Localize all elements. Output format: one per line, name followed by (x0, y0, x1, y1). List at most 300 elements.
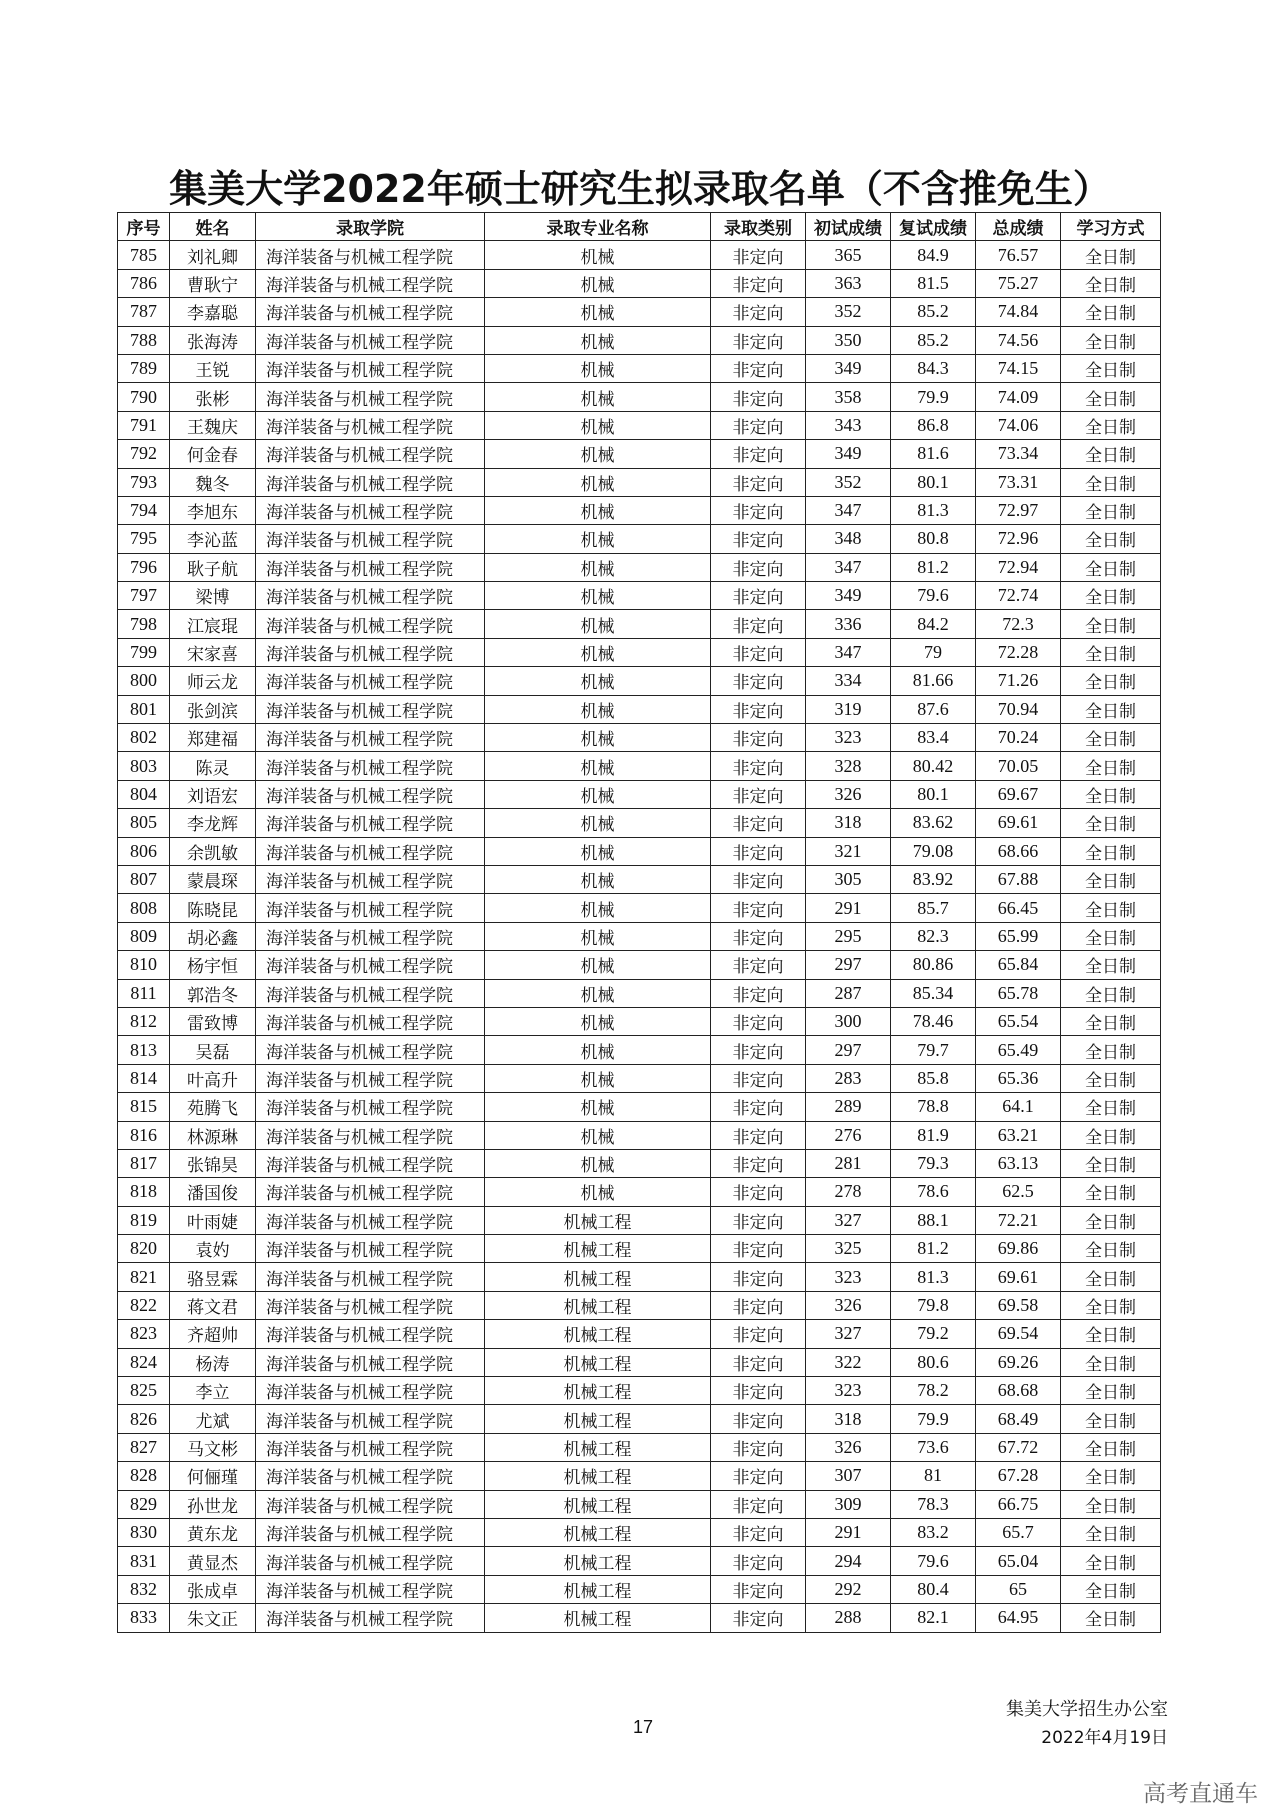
cell-total-score: 65.49 (976, 1036, 1061, 1064)
cell-major: 机械 (485, 1121, 711, 1149)
table-row (118, 1291, 1161, 1319)
cell-name: 耿子航 (170, 553, 256, 581)
cell-initial-score: 365 (806, 241, 891, 269)
cell-total-score: 72.21 (976, 1206, 1061, 1234)
cell-name: 余凯敏 (170, 837, 256, 865)
cell-name: 师云龙 (170, 667, 256, 695)
table-row (118, 1206, 1161, 1234)
cell-retest-score: 82.3 (891, 922, 976, 950)
cell-total-score: 72.96 (976, 525, 1061, 553)
cell-college: 海洋装备与机械工程学院 (256, 1462, 485, 1490)
cell-serial: 793 (118, 468, 170, 496)
cell-retest-score: 81.3 (891, 1263, 976, 1291)
cell-name: 宋家喜 (170, 638, 256, 666)
cell-total-score: 70.24 (976, 724, 1061, 752)
cell-total-score: 65 (976, 1575, 1061, 1603)
cell-total-score: 75.27 (976, 269, 1061, 297)
cell-initial-score: 323 (806, 1377, 891, 1405)
cell-total-score: 72.74 (976, 582, 1061, 610)
cell-serial: 820 (118, 1235, 170, 1263)
cell-name: 骆昱霖 (170, 1263, 256, 1291)
cell-total-score: 69.58 (976, 1291, 1061, 1319)
cell-study-mode: 全日制 (1061, 809, 1161, 837)
cell-initial-score: 327 (806, 1320, 891, 1348)
cell-name: 苑腾飞 (170, 1093, 256, 1121)
cell-major: 机械工程 (485, 1518, 711, 1546)
cell-study-mode: 全日制 (1061, 553, 1161, 581)
cell-study-mode: 全日制 (1061, 411, 1161, 439)
cell-total-score: 65.54 (976, 1007, 1061, 1035)
cell-study-mode: 全日制 (1061, 610, 1161, 638)
cell-initial-score: 300 (806, 1007, 891, 1035)
cell-major: 机械 (485, 553, 711, 581)
cell-name: 何金春 (170, 440, 256, 468)
cell-serial: 819 (118, 1206, 170, 1234)
cell-name: 张成卓 (170, 1575, 256, 1603)
cell-initial-score: 289 (806, 1093, 891, 1121)
cell-name: 梁博 (170, 582, 256, 610)
cell-major: 机械工程 (485, 1320, 711, 1348)
cell-initial-score: 343 (806, 411, 891, 439)
header-major: 录取专业名称 (485, 213, 711, 241)
cell-name: 郑建福 (170, 724, 256, 752)
cell-study-mode: 全日制 (1061, 582, 1161, 610)
table-row (118, 440, 1161, 468)
cell-total-score: 63.13 (976, 1149, 1061, 1177)
cell-serial: 785 (118, 241, 170, 269)
cell-serial: 794 (118, 496, 170, 524)
cell-college: 海洋装备与机械工程学院 (256, 979, 485, 1007)
cell-study-mode: 全日制 (1061, 326, 1161, 354)
cell-category: 非定向 (711, 1604, 806, 1632)
cell-category: 非定向 (711, 865, 806, 893)
cell-name: 张剑滨 (170, 695, 256, 723)
cell-college: 海洋装备与机械工程学院 (256, 1320, 485, 1348)
cell-major: 机械 (485, 1093, 711, 1121)
header-category: 录取类别 (711, 213, 806, 241)
cell-category: 非定向 (711, 922, 806, 950)
cell-retest-score: 83.2 (891, 1518, 976, 1546)
cell-retest-score: 79.8 (891, 1291, 976, 1319)
table-row (118, 354, 1161, 382)
cell-study-mode: 全日制 (1061, 298, 1161, 326)
cell-serial: 825 (118, 1377, 170, 1405)
cell-retest-score: 79.08 (891, 837, 976, 865)
cell-name: 蒙晨琛 (170, 865, 256, 893)
table-row (118, 752, 1161, 780)
cell-serial: 788 (118, 326, 170, 354)
cell-major: 机械工程 (485, 1490, 711, 1518)
cell-retest-score: 73.6 (891, 1433, 976, 1461)
cell-major: 机械工程 (485, 1206, 711, 1234)
cell-initial-score: 352 (806, 298, 891, 326)
cell-major: 机械工程 (485, 1348, 711, 1376)
cell-name: 叶雨婕 (170, 1206, 256, 1234)
cell-category: 非定向 (711, 1007, 806, 1035)
cell-category: 非定向 (711, 695, 806, 723)
cell-study-mode: 全日制 (1061, 667, 1161, 695)
cell-major: 机械工程 (485, 1604, 711, 1632)
cell-name: 李沁蓝 (170, 525, 256, 553)
cell-name: 吴磊 (170, 1036, 256, 1064)
cell-initial-score: 287 (806, 979, 891, 1007)
table-row (118, 496, 1161, 524)
cell-major: 机械工程 (485, 1291, 711, 1319)
cell-study-mode: 全日制 (1061, 894, 1161, 922)
cell-major: 机械 (485, 525, 711, 553)
cell-total-score: 65.7 (976, 1518, 1061, 1546)
cell-initial-score: 363 (806, 269, 891, 297)
cell-total-score: 74.06 (976, 411, 1061, 439)
cell-major: 机械工程 (485, 1547, 711, 1575)
cell-initial-score: 352 (806, 468, 891, 496)
cell-name: 江宸琨 (170, 610, 256, 638)
table-row (118, 638, 1161, 666)
cell-total-score: 70.05 (976, 752, 1061, 780)
cell-retest-score: 80.4 (891, 1575, 976, 1603)
cell-category: 非定向 (711, 468, 806, 496)
cell-total-score: 69.86 (976, 1235, 1061, 1263)
cell-retest-score: 88.1 (891, 1206, 976, 1234)
cell-college: 海洋装备与机械工程学院 (256, 326, 485, 354)
cell-total-score: 66.45 (976, 894, 1061, 922)
cell-college: 海洋装备与机械工程学院 (256, 1093, 485, 1121)
cell-category: 非定向 (711, 667, 806, 695)
cell-retest-score: 80.1 (891, 468, 976, 496)
cell-name: 李龙辉 (170, 809, 256, 837)
table-row (118, 610, 1161, 638)
cell-category: 非定向 (711, 1377, 806, 1405)
cell-retest-score: 81.2 (891, 553, 976, 581)
cell-retest-score: 81.2 (891, 1235, 976, 1263)
cell-serial: 796 (118, 553, 170, 581)
cell-total-score: 67.28 (976, 1462, 1061, 1490)
cell-total-score: 69.67 (976, 780, 1061, 808)
cell-serial: 786 (118, 269, 170, 297)
cell-major: 机械工程 (485, 1235, 711, 1263)
table-row (118, 1007, 1161, 1035)
cell-study-mode: 全日制 (1061, 1149, 1161, 1177)
table-row (118, 525, 1161, 553)
table-row (118, 1320, 1161, 1348)
cell-initial-score: 347 (806, 496, 891, 524)
cell-serial: 828 (118, 1462, 170, 1490)
cell-name: 林源琳 (170, 1121, 256, 1149)
cell-major: 机械 (485, 752, 711, 780)
table-row (118, 865, 1161, 893)
cell-serial: 832 (118, 1575, 170, 1603)
cell-retest-score: 78.6 (891, 1178, 976, 1206)
cell-study-mode: 全日制 (1061, 383, 1161, 411)
cell-study-mode: 全日制 (1061, 1263, 1161, 1291)
cell-name: 蒋文君 (170, 1291, 256, 1319)
cell-name: 黄东龙 (170, 1518, 256, 1546)
cell-name: 何俪瑾 (170, 1462, 256, 1490)
table-row (118, 1405, 1161, 1433)
cell-retest-score: 85.34 (891, 979, 976, 1007)
cell-total-score: 72.97 (976, 496, 1061, 524)
cell-retest-score: 80.8 (891, 525, 976, 553)
cell-initial-score: 278 (806, 1178, 891, 1206)
cell-serial: 787 (118, 298, 170, 326)
cell-initial-score: 288 (806, 1604, 891, 1632)
cell-category: 非定向 (711, 894, 806, 922)
cell-study-mode: 全日制 (1061, 1433, 1161, 1461)
header-serial: 序号 (118, 213, 170, 241)
cell-total-score: 70.94 (976, 695, 1061, 723)
cell-total-score: 74.15 (976, 354, 1061, 382)
cell-name: 陈灵 (170, 752, 256, 780)
cell-serial: 811 (118, 979, 170, 1007)
cell-major: 机械 (485, 582, 711, 610)
cell-serial: 823 (118, 1320, 170, 1348)
cell-retest-score: 85.7 (891, 894, 976, 922)
cell-initial-score: 297 (806, 951, 891, 979)
cell-initial-score: 292 (806, 1575, 891, 1603)
cell-name: 叶高升 (170, 1064, 256, 1092)
cell-initial-score: 281 (806, 1149, 891, 1177)
cell-category: 非定向 (711, 1206, 806, 1234)
cell-major: 机械 (485, 809, 711, 837)
cell-retest-score: 78.2 (891, 1377, 976, 1405)
cell-retest-score: 86.8 (891, 411, 976, 439)
cell-total-score: 72.28 (976, 638, 1061, 666)
cell-category: 非定向 (711, 1263, 806, 1291)
cell-category: 非定向 (711, 610, 806, 638)
table-row (118, 269, 1161, 297)
cell-serial: 800 (118, 667, 170, 695)
cell-retest-score: 81.9 (891, 1121, 976, 1149)
cell-total-score: 67.72 (976, 1433, 1061, 1461)
cell-retest-score: 79.6 (891, 1547, 976, 1575)
cell-category: 非定向 (711, 269, 806, 297)
cell-total-score: 68.49 (976, 1405, 1061, 1433)
cell-initial-score: 318 (806, 809, 891, 837)
cell-initial-score: 336 (806, 610, 891, 638)
cell-category: 非定向 (711, 1121, 806, 1149)
cell-total-score: 66.75 (976, 1490, 1061, 1518)
cell-category: 非定向 (711, 1149, 806, 1177)
cell-initial-score: 291 (806, 1518, 891, 1546)
cell-initial-score: 294 (806, 1547, 891, 1575)
cell-initial-score: 347 (806, 638, 891, 666)
cell-initial-score: 295 (806, 922, 891, 950)
cell-total-score: 72.94 (976, 553, 1061, 581)
cell-category: 非定向 (711, 1518, 806, 1546)
table-row (118, 553, 1161, 581)
cell-category: 非定向 (711, 1093, 806, 1121)
cell-retest-score: 81.6 (891, 440, 976, 468)
cell-retest-score: 81 (891, 1462, 976, 1490)
table-row (118, 667, 1161, 695)
cell-serial: 790 (118, 383, 170, 411)
cell-initial-score: 322 (806, 1348, 891, 1376)
cell-name: 张锦昊 (170, 1149, 256, 1177)
cell-serial: 797 (118, 582, 170, 610)
cell-name: 刘语宏 (170, 780, 256, 808)
cell-serial: 810 (118, 951, 170, 979)
table-row (118, 695, 1161, 723)
cell-retest-score: 83.62 (891, 809, 976, 837)
cell-college: 海洋装备与机械工程学院 (256, 1007, 485, 1035)
cell-major: 机械 (485, 496, 711, 524)
cell-study-mode: 全日制 (1061, 1206, 1161, 1234)
cell-serial: 792 (118, 440, 170, 468)
cell-retest-score: 79.7 (891, 1036, 976, 1064)
cell-name: 马文彬 (170, 1433, 256, 1461)
cell-serial: 809 (118, 922, 170, 950)
cell-college: 海洋装备与机械工程学院 (256, 298, 485, 326)
cell-serial: 795 (118, 525, 170, 553)
cell-initial-score: 276 (806, 1121, 891, 1149)
table-row (118, 1490, 1161, 1518)
cell-retest-score: 83.4 (891, 724, 976, 752)
cell-study-mode: 全日制 (1061, 241, 1161, 269)
cell-college: 海洋装备与机械工程学院 (256, 865, 485, 893)
cell-major: 机械 (485, 298, 711, 326)
table-row (118, 780, 1161, 808)
cell-study-mode: 全日制 (1061, 1405, 1161, 1433)
cell-category: 非定向 (711, 724, 806, 752)
cell-major: 机械 (485, 1036, 711, 1064)
cell-serial: 799 (118, 638, 170, 666)
cell-study-mode: 全日制 (1061, 1604, 1161, 1632)
cell-college: 海洋装备与机械工程学院 (256, 610, 485, 638)
cell-study-mode: 全日制 (1061, 1007, 1161, 1035)
cell-major: 机械 (485, 269, 711, 297)
cell-total-score: 64.95 (976, 1604, 1061, 1632)
cell-total-score: 65.04 (976, 1547, 1061, 1575)
cell-serial: 803 (118, 752, 170, 780)
cell-major: 机械 (485, 610, 711, 638)
cell-total-score: 68.66 (976, 837, 1061, 865)
cell-retest-score: 78.3 (891, 1490, 976, 1518)
table-row (118, 1064, 1161, 1092)
issuing-office: 集美大学招生办公室 (1006, 1699, 1168, 1720)
cell-serial: 804 (118, 780, 170, 808)
cell-college: 海洋装备与机械工程学院 (256, 780, 485, 808)
table-row (118, 1462, 1161, 1490)
cell-major: 机械 (485, 695, 711, 723)
cell-category: 非定向 (711, 979, 806, 1007)
cell-study-mode: 全日制 (1061, 1547, 1161, 1575)
cell-major: 机械 (485, 326, 711, 354)
cell-category: 非定向 (711, 1064, 806, 1092)
cell-serial: 816 (118, 1121, 170, 1149)
cell-total-score: 67.88 (976, 865, 1061, 893)
cell-total-score: 74.09 (976, 383, 1061, 411)
table-row (118, 383, 1161, 411)
cell-category: 非定向 (711, 951, 806, 979)
cell-study-mode: 全日制 (1061, 695, 1161, 723)
cell-major: 机械 (485, 411, 711, 439)
cell-college: 海洋装备与机械工程学院 (256, 1206, 485, 1234)
cell-study-mode: 全日制 (1061, 724, 1161, 752)
cell-serial: 798 (118, 610, 170, 638)
cell-serial: 822 (118, 1291, 170, 1319)
cell-study-mode: 全日制 (1061, 1093, 1161, 1121)
cell-name: 曹耿宁 (170, 269, 256, 297)
cell-retest-score: 79.9 (891, 1405, 976, 1433)
cell-major: 机械工程 (485, 1433, 711, 1461)
table-row (118, 724, 1161, 752)
cell-retest-score: 80.42 (891, 752, 976, 780)
cell-study-mode: 全日制 (1061, 752, 1161, 780)
cell-study-mode: 全日制 (1061, 922, 1161, 950)
cell-major: 机械 (485, 724, 711, 752)
cell-total-score: 65.99 (976, 922, 1061, 950)
cell-college: 海洋装备与机械工程学院 (256, 1405, 485, 1433)
cell-study-mode: 全日制 (1061, 496, 1161, 524)
cell-college: 海洋装备与机械工程学院 (256, 752, 485, 780)
cell-name: 尤斌 (170, 1405, 256, 1433)
cell-total-score: 65.84 (976, 951, 1061, 979)
cell-retest-score: 79 (891, 638, 976, 666)
cell-college: 海洋装备与机械工程学院 (256, 1518, 485, 1546)
cell-college: 海洋装备与机械工程学院 (256, 553, 485, 581)
cell-study-mode: 全日制 (1061, 1377, 1161, 1405)
cell-college: 海洋装备与机械工程学院 (256, 951, 485, 979)
cell-college: 海洋装备与机械工程学院 (256, 1348, 485, 1376)
cell-serial: 833 (118, 1604, 170, 1632)
cell-name: 李立 (170, 1377, 256, 1405)
cell-name: 郭浩冬 (170, 979, 256, 1007)
cell-category: 非定向 (711, 525, 806, 553)
cell-major: 机械 (485, 922, 711, 950)
cell-total-score: 71.26 (976, 667, 1061, 695)
cell-study-mode: 全日制 (1061, 1320, 1161, 1348)
cell-retest-score: 78.8 (891, 1093, 976, 1121)
cell-college: 海洋装备与机械工程学院 (256, 411, 485, 439)
cell-total-score: 69.26 (976, 1348, 1061, 1376)
table-row (118, 1575, 1161, 1603)
cell-initial-score: 291 (806, 894, 891, 922)
cell-total-score: 69.61 (976, 809, 1061, 837)
cell-college: 海洋装备与机械工程学院 (256, 1433, 485, 1461)
header-total-score: 总成绩 (976, 213, 1061, 241)
header-retest-score: 复试成绩 (891, 213, 976, 241)
cell-study-mode: 全日制 (1061, 1064, 1161, 1092)
cell-category: 非定向 (711, 638, 806, 666)
cell-total-score: 76.57 (976, 241, 1061, 269)
cell-college: 海洋装备与机械工程学院 (256, 837, 485, 865)
cell-category: 非定向 (711, 1575, 806, 1603)
header-study-mode: 学习方式 (1061, 213, 1161, 241)
cell-initial-score: 327 (806, 1206, 891, 1234)
cell-category: 非定向 (711, 1178, 806, 1206)
cell-category: 非定向 (711, 1490, 806, 1518)
cell-college: 海洋装备与机械工程学院 (256, 894, 485, 922)
table-row (118, 1263, 1161, 1291)
cell-college: 海洋装备与机械工程学院 (256, 695, 485, 723)
cell-category: 非定向 (711, 837, 806, 865)
cell-initial-score: 350 (806, 326, 891, 354)
cell-college: 海洋装备与机械工程学院 (256, 269, 485, 297)
cell-name: 李嘉聪 (170, 298, 256, 326)
cell-category: 非定向 (711, 1320, 806, 1348)
cell-major: 机械 (485, 951, 711, 979)
table-row (118, 922, 1161, 950)
cell-college: 海洋装备与机械工程学院 (256, 1575, 485, 1603)
cell-total-score: 74.84 (976, 298, 1061, 326)
cell-retest-score: 84.2 (891, 610, 976, 638)
cell-name: 潘国俊 (170, 1178, 256, 1206)
cell-study-mode: 全日制 (1061, 269, 1161, 297)
cell-total-score: 65.78 (976, 979, 1061, 1007)
cell-retest-score: 80.1 (891, 780, 976, 808)
cell-serial: 831 (118, 1547, 170, 1575)
cell-category: 非定向 (711, 298, 806, 326)
